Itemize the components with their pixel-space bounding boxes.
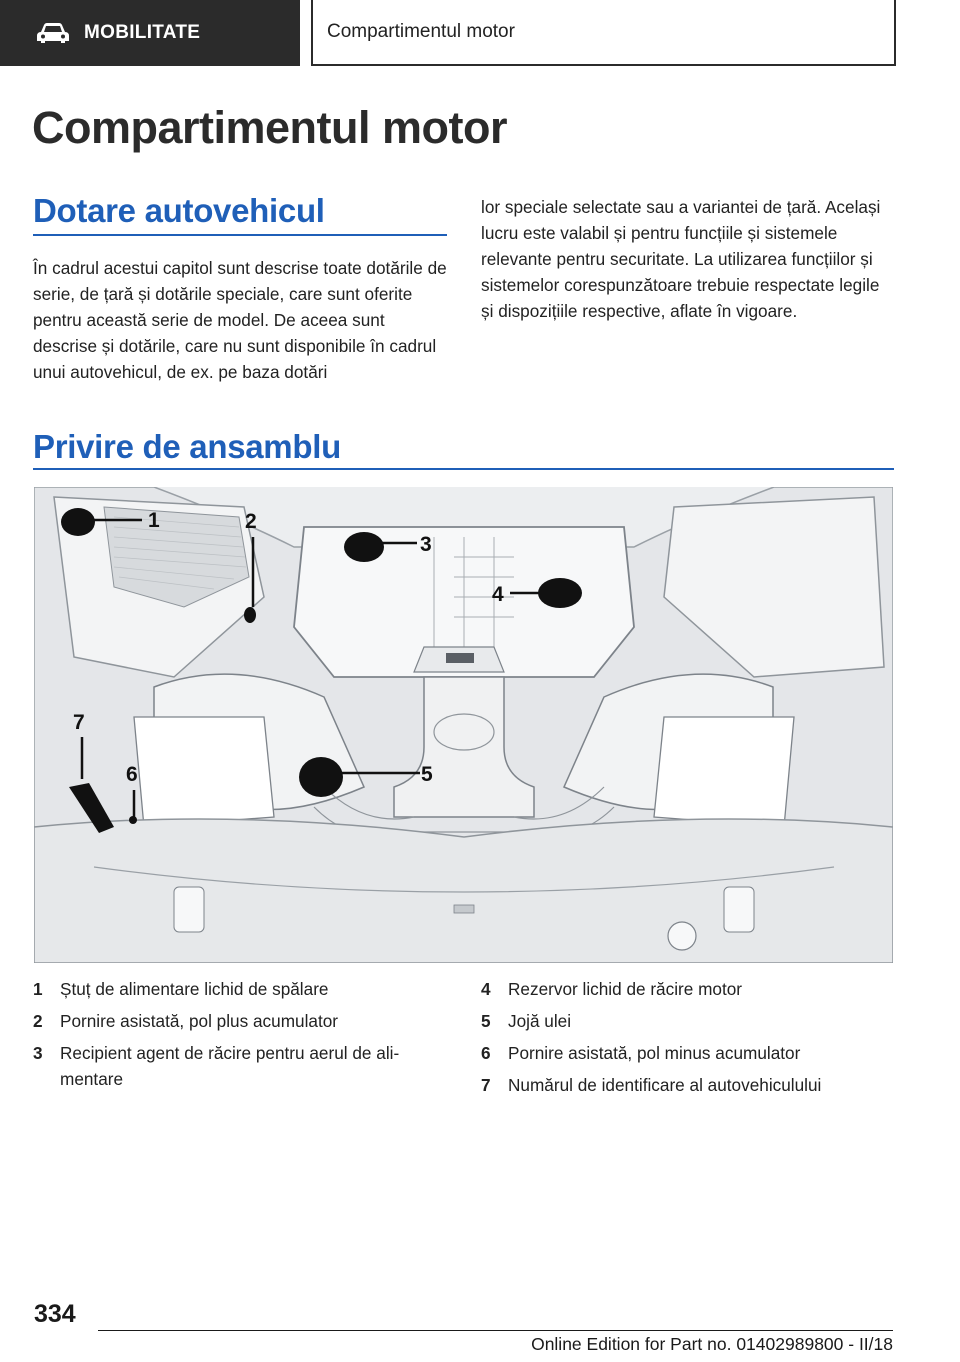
section-label: MOBILITATE [84,22,201,43]
legend-text: Pornire asistată, pol plus acumulator [60,1011,339,1031]
callout-label: 1 [148,509,160,532]
legend-text: Jojă ulei [508,1011,572,1031]
footer-rule [98,1330,893,1331]
legend-text: Pornire asistată, pol minus acumulator [508,1043,801,1063]
legend-number: 3 [33,1043,43,1063]
legend-text: Rezervor lichid de răcire motor [508,979,743,999]
page-number: 334 [34,1300,76,1328]
legend-item [33,1040,449,1092]
callout-label: 3 [420,533,432,556]
page-header [0,0,960,66]
legend-item [33,976,449,1002]
legend-number: 1 [33,979,43,999]
chapter-label: Compartimentul motor [327,21,515,42]
legend-text: Numărul de identificare al autovehiculului [508,1075,822,1095]
callout-label: 6 [126,763,138,786]
equipment-heading: Dotare autovehicul [33,192,325,229]
callout-label: 5 [421,763,433,786]
legend-number: 4 [481,979,491,999]
overview-heading-rule [33,468,894,470]
legend-item [481,1040,895,1066]
legend-item [481,1072,895,1098]
legend-item [481,976,895,1002]
chapter-box[interactable] [311,0,896,66]
callout-label: 4 [492,583,504,606]
callout-label: 7 [73,711,85,734]
car-icon [36,22,70,44]
legend-item [33,1008,449,1034]
legend-text: Recipient agent de răcire pentru aerul de alimentare [60,1043,400,1089]
engine-bay-illustration [34,487,893,963]
legend-text: Ștuț de alimentare lichid de spălare [60,979,329,999]
legend-number: 6 [481,1043,491,1063]
legend-number: 5 [481,1011,491,1031]
legend-number: 2 [33,1011,43,1031]
legend-right [481,976,895,1104]
equipment-heading-rule [33,234,447,236]
equipment-text-col2: lor speciale selectate sau a variantei de țară. Același lucru este valabil și pentru funcțiile și sistemele relevante pentru securitate. La utilizarea funcțiilor și sistemelor corespunzătoare trebuie respectate legile și dispozițiile respective, aflate în vigoare. [481,197,881,321]
section-tab[interactable] [0,0,300,66]
equipment-text-col1: În cadrul acestui capitol sunt descrise toate dotările de serie, de țară și dotările speciale, care sunt oferite pentru această serie de model. De aceea sunt descrise și dotările, care nu sunt disponibile în cadrul unui autovehicul, de ex. pe baza dotări [33,258,447,382]
callout-label: 2 [245,510,257,533]
legend-left [33,976,449,1098]
page-title: Compartimentul motor [32,102,508,153]
legend-item [481,1008,895,1034]
legend-number: 7 [481,1075,491,1095]
overview-heading: Privire de ansamblu [33,428,341,465]
edition-info: Online Edition for Part no. 01402989800 - II/18 [531,1334,893,1354]
